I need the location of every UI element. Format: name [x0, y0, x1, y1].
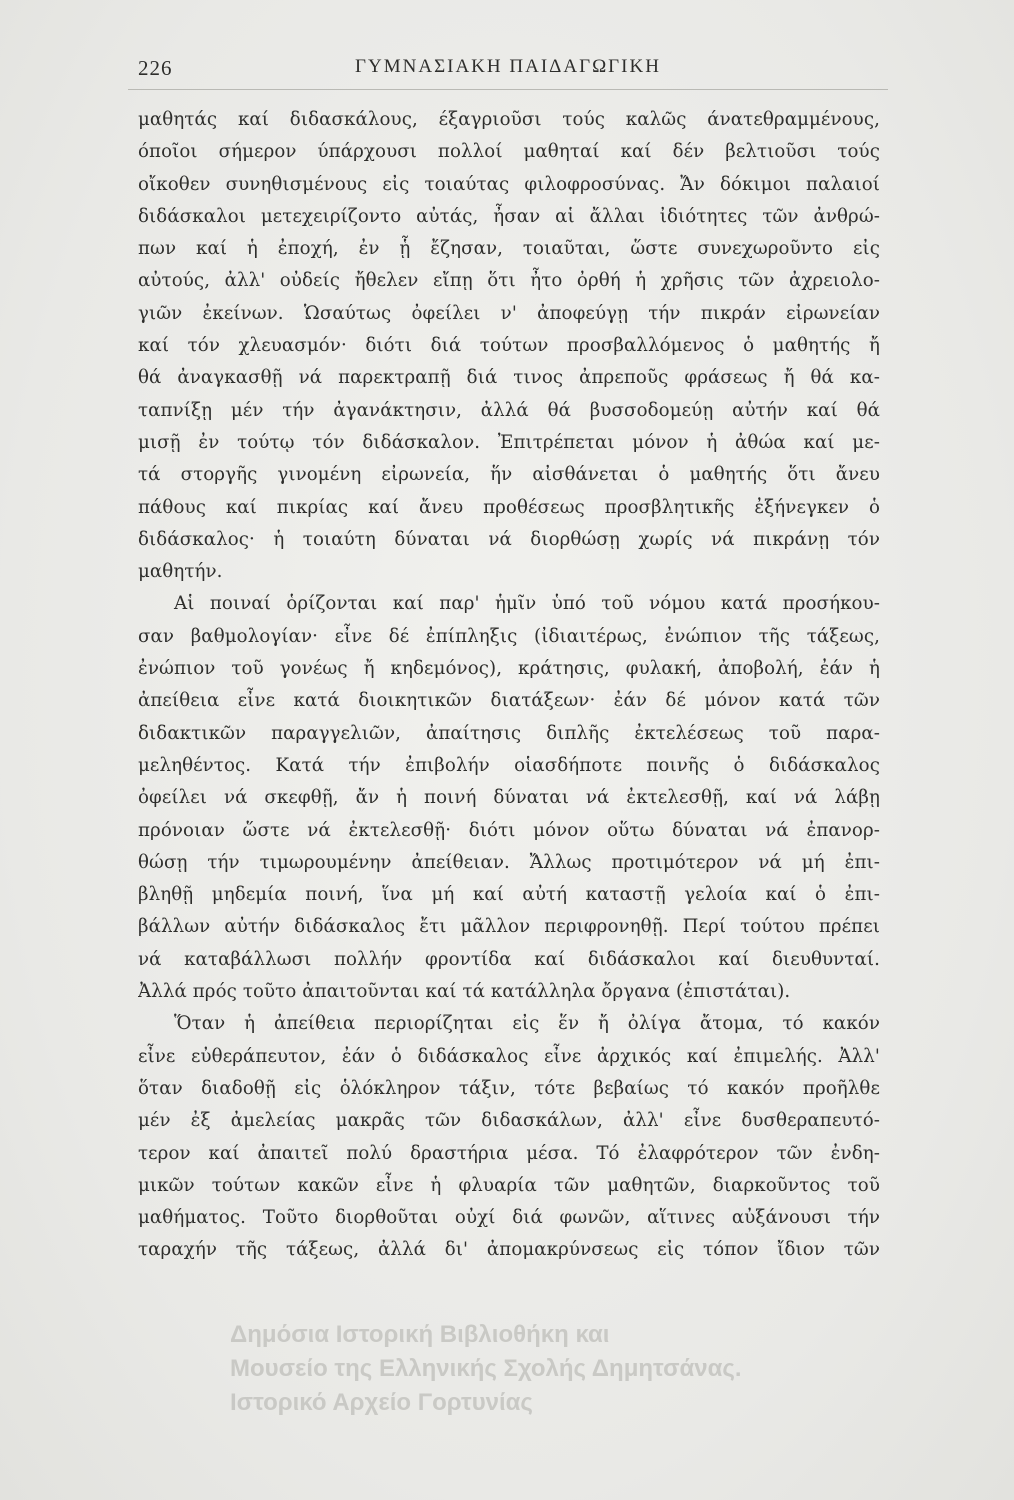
text-line: πάθους καί πικρίας καί ἄνευ προθέσεως προσβλητικῆς ἐξήνεγκεν ὁ [138, 496, 880, 518]
text-line: εἶνε εὐθεράπευτον, ἐάν ὁ διδάσκαλος εἶνε ἀρχικός καί ἐπιμελής. Ἀλλ' [138, 1045, 880, 1067]
text-line: νά καταβάλλωσι πολλήν φροντίδα καί διδάσκαλοι καί διευθυνταί. [138, 948, 880, 970]
text-line: βληθῇ μηδεμία ποινή, ἵνα μή καί αὐτή καταστῇ γελοία καί ὁ ἐπι- [138, 884, 880, 906]
text-line: ἀπείθεια εἶνε κατά διοικητικῶν διατάξεων· ἐάν δέ μόνον κατά τῶν [138, 690, 880, 712]
text-line: πρόνοιαν ὥστε νά ἐκτελεσθῇ· διότι μόνον οὕτω δύναται νά ἐπανορ- [138, 819, 880, 841]
text-line: μέν ἐξ ἀμελείας μακρᾶς τῶν διδασκάλων, ἀλλ' εἶνε δυσθεραπευτό- [138, 1110, 880, 1132]
text-line: ἐνώπιον τοῦ γονέως ἤ κηδεμόνος), κράτησις, φυλακή, ἀποβολή, ἐάν ἡ [138, 658, 880, 680]
text-line: ὀφείλει νά σκεφθῇ, ἄν ἡ ποινή δύναται νά ἐκτελεσθῇ, καί νά λάβῃ [138, 787, 880, 809]
page-number: 226 [138, 56, 173, 80]
text-line: ταπνίξῃ μέν τήν ἀγανάκτησιν, ἀλλά θά βυσσοδομεύῃ αὐτήν καί θά [138, 399, 880, 421]
watermark-line: Μουσείο της Ελληνικής Σχολής Δημητσάνας. [230, 1355, 742, 1382]
running-title: ΓΥΜΝΑΣΙΑΚΗ ΠΑΙΔΑΓΩΓΙΚΗ [355, 56, 661, 77]
paragraph [138, 104, 880, 588]
page-header [138, 56, 878, 90]
text-line: αὐτούς, ἀλλ' οὐδείς ἤθελεν εἴπῃ ὅτι ἦτο ὀρθή ἡ χρῆσις τῶν ἀχρειολο- [138, 270, 880, 292]
paragraph [138, 1008, 880, 1266]
text-line: μαθήματος. Τοῦτο διορθοῦται οὐχί διά φωνῶν, αἵτινες αὐξάνουσι τήν [138, 1207, 880, 1229]
watermark-line: Δημόσια Ιστορική Βιβλιοθήκη και [230, 1321, 610, 1348]
text-line: διδακτικῶν παραγγελιῶν, ἀπαίτησις διπλῆς ἐκτελέσεως τοῦ παρα- [138, 722, 880, 744]
library-watermark [230, 1318, 990, 1420]
text-line: όποῖοι σήμερον ύπάρχουσι πολλοί μαθηταί καί δέν βελτιοῦσι τούς [138, 141, 880, 163]
text-line: πων καί ἡ ἐποχή, ἐν ᾗ ἔζησαν, τοιαῦται, ὥστε συνεχωροῦντο εἰς [138, 238, 880, 260]
text-line: μαθητάς καί διδασκάλους, έξαγριοῦσι τούς καλῶς άνατεθραμμένους, [138, 109, 880, 130]
text-line: διδάσκαλος· ἡ τοιαύτη δύναται νά διορθώσῃ χωρίς νά πικράνῃ τόν [138, 528, 880, 550]
text-line: μεληθέντος. Κατά τήν ἐπιβολήν οἱασδήποτε ποινῆς ὁ διδάσκαλος [138, 754, 880, 776]
text-line: Αἱ ποιναί ὁρίζονται καί παρ' ἡμῖν ὑπό τοῦ νόμου κατά προσήκου- [174, 593, 880, 615]
text-line: μαθητήν. [138, 561, 223, 583]
text-line: τά στοργῆς γινομένη εἰρωνεία, ἥν αἰσθάνεται ὁ μαθητής ὅτι ἄνευ [138, 464, 880, 486]
text-line: τερον καί ἀπαιτεῖ πολύ δραστήρια μέσα. Τό ἐλαφρότερον τῶν ἐνδη- [138, 1142, 880, 1164]
text-line: σαν βαθμολογίαν· εἶνε δέ ἐπίπληξις (ἰδιαιτέρως, ἐνώπιον τῆς τάξεως, [138, 625, 880, 647]
body-text [138, 104, 880, 1267]
text-line: Ὅταν ἡ ἀπείθεια περιορίζηται εἰς ἕν ἤ ὀλίγα ἄτομα, τό κακόν [174, 1013, 880, 1035]
text-line: Ἀλλά πρός τοῦτο ἀπαιτοῦνται καί τά κατάλληλα ὄργανα (ἐπιστάται). [138, 981, 791, 1003]
header-rule [128, 89, 888, 90]
text-line: ταραχήν τῆς τάξεως, ἀλλά δι' ἀπομακρύνσεως εἰς τόπον ἴδιον τῶν [138, 1239, 880, 1261]
text-line: μισῇ ἐν τούτῳ τόν διδάσκαλον. Ἐπιτρέπεται μόνον ἡ ἀθώα καί με- [138, 431, 880, 453]
text-line: μικῶν τούτων κακῶν εἶνε ἡ φλυαρία τῶν μαθητῶν, διαρκοῦντος τοῦ [138, 1174, 880, 1196]
text-line: ὅταν διαδοθῇ εἰς ὁλόκληρον τάξιν, τότε βεβαίως τό κακόν προῆλθε [138, 1077, 880, 1099]
text-line: διδάσκαλοι μετεχειρίζοντο αὐτάς, ἦσαν αἱ ἄλλαι ἰδιότητες τῶν ἀνθρώ- [138, 205, 880, 227]
text-line: οἴκοθεν συνηθισμένους εἰς τοιαύτας φιλοφροσύνας. Ἄν δόκιμοι παλαιοί [138, 173, 880, 195]
text-line: καί τόν χλευασμόν· διότι διά τούτων προσβαλλόμενος ὁ μαθητής ἤ [138, 335, 880, 357]
text-line: βάλλων αὐτήν διδάσκαλος ἔτι μᾶλλον περιφρονηθῇ. Περί τούτου πρέπει [138, 916, 880, 938]
paragraph [138, 588, 880, 1008]
text-line: θά ἀναγκασθῇ νά παρεκτραπῇ διά τινος ἀπρεποῦς φράσεως ἤ θά κα- [138, 367, 880, 389]
watermark-line: Ιστορικό Αρχείο Γορτυνίας [230, 1389, 533, 1416]
text-line: γιῶν ἐκείνων. Ὡσαύτως ὀφείλει ν' ἀποφεύγῃ τήν πικράν εἰρωνείαν [138, 302, 880, 324]
text-line: θώσῃ τήν τιμωρουμένην ἀπείθειαν. Ἄλλως προτιμότερον νά μή ἐπι- [138, 851, 880, 873]
